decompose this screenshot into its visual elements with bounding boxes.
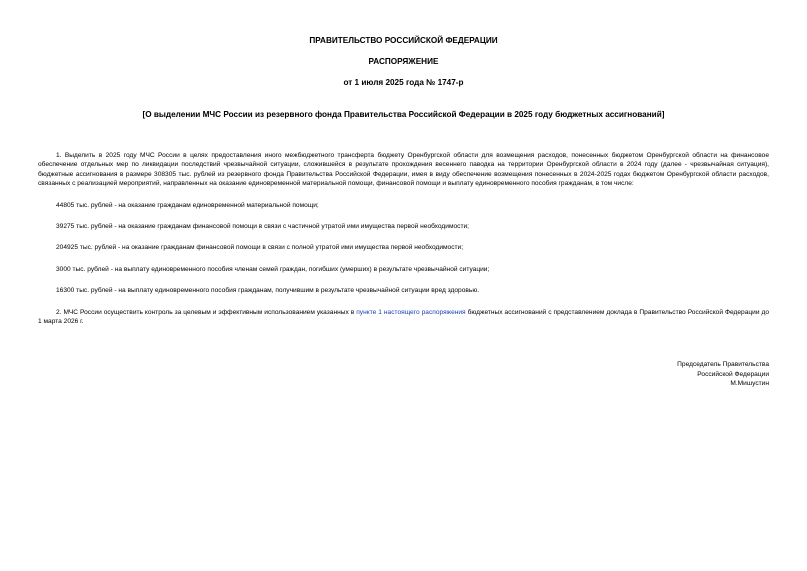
government-heading: ПРАВИТЕЛЬСТВО РОССИЙСКОЙ ФЕДЕРАЦИИ (309, 36, 498, 45)
document-title: [О выделении МЧС России из резервного фонда Правительства Российской Федерации в 2025 году бюджетных ассигнований] (142, 110, 665, 119)
signature-position: Председатель Правительства (677, 361, 769, 368)
signature-name: М.Мишустин (730, 380, 769, 388)
signature-block (677, 360, 769, 389)
date-number-heading: от 1 июля 2025 года № 1747-р (343, 78, 464, 87)
paragraph-2-text-before: 2. МЧС России осуществить контроль за целевым и эффективным использованием указанных в (56, 308, 357, 316)
document-type-heading: РАСПОРЯЖЕНИЕ (368, 57, 439, 66)
paragraph-1: 1. Выделить в 2025 году МЧС России в целях предоставления иного межбюджетного трансферта бюджету Оренбургской области для возмещения расходов, понесенных бюджетом Оренбургской области на финансовое обеспечение отдельных мер по ликвидации последствий чрезвычайной ситуации, сложившейся в результате прохождения весеннего паводка на территории Оренбургской области в 2024 году (далее - чрезвычайная ситуация), бюджетные ассигнования в размере 308305 тыс. рублей из резервного фонда Правительства Российской Федерации, имея в виду обеспечение возмещения понесенных в 2024-2025 годах бюджетом Оренбургской области расходов, связанных с реализацией мероприятий, направленных на оказание единовременной материальной помощи, финансовой помощи и выплату единовременного пособия гражданам, в том числе: (38, 152, 769, 188)
point-1-link[interactable]: пункте 1 настоящего распоряжения (356, 308, 466, 316)
list-item: 39275 тыс. рублей - на оказание гражданам финансовой помощи в связи с частичной утратой ими имущества первой необходимости; (56, 223, 469, 231)
document-body (38, 151, 769, 326)
list-item: 16300 тыс. рублей - на выплату единовременного пособия гражданам, получившим в результате чрезвычайной ситуации вред здоровью. (56, 287, 480, 295)
list-item: 44805 тыс. рублей - на оказание гражданам единовременной материальной помощи; (56, 201, 319, 209)
paragraph-2-text-after: бюджетных ассигнований с представлением доклада в Правительство Российской Федерации до 1 марта 2026 г. (38, 308, 770, 326)
signature-country: Российской Федерации (697, 370, 769, 378)
document-page (38, 36, 770, 388)
list-item: 204925 тыс. рублей - на оказание гражданам финансовой помощи в связи с полной утратой ими имущества первой необходимости; (56, 244, 464, 252)
paragraph-2 (38, 308, 769, 327)
list-item: 3000 тыс. рублей - на выплату единовременного пособия членам семей граждан, погибших (умерших) в результате чрезвычайной ситуации; (56, 265, 490, 273)
